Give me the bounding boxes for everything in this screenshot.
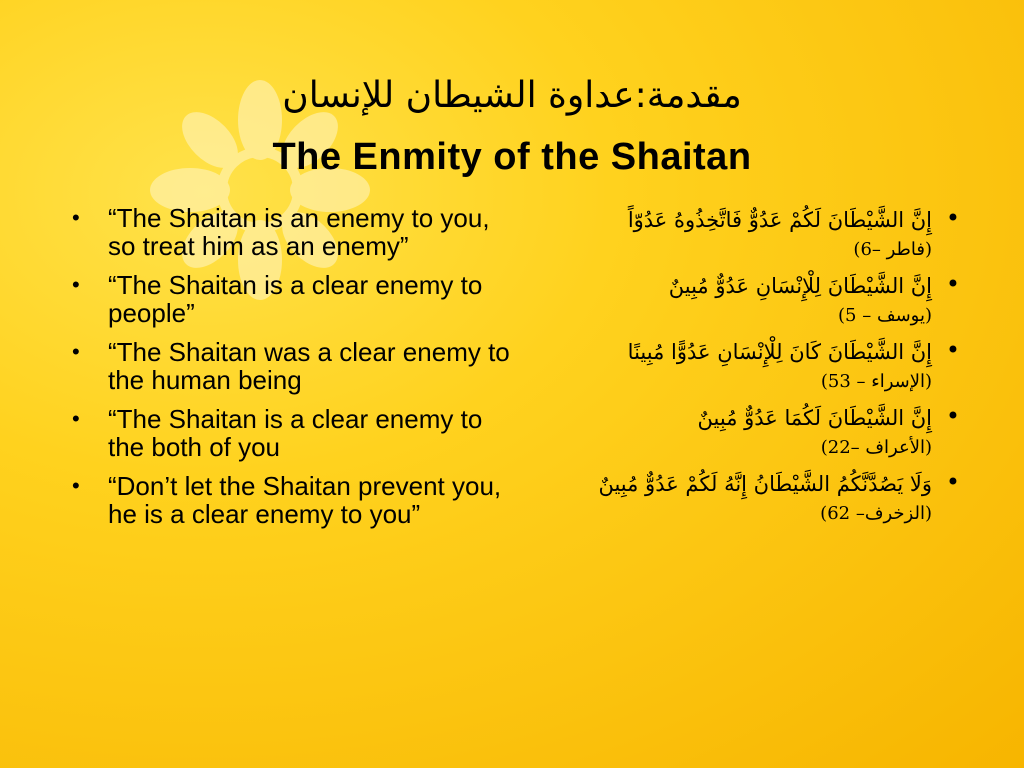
- arabic-verses-column: [534, 204, 964, 534]
- list-item: • “Don’t let the Shaitan prevent you, he is a clear enemy to you”: [70, 472, 510, 528]
- english-bullet-list: [70, 204, 510, 528]
- verse-text: • إِنَّ الشَّيْطَانَ لِلْإِنْسَانِ عَدُوٌّ مُبِينٌ: [668, 274, 932, 298]
- verse-reference: (الأعراف –22): [820, 437, 932, 458]
- list-item: [534, 402, 964, 462]
- verse-text: • وَلَا يَصُدَّنَّكُمُ الشَّيْطَانُ إِنَّهُ لَكُمْ عَدُوٌّ مُبِينٌ: [598, 472, 932, 496]
- verse-text: • إِنَّ الشَّيْطَانَ لَكُمَا عَدُوٌّ مُبِينٌ: [697, 406, 932, 430]
- list-item: [534, 270, 964, 330]
- verse-reference: (فاطر –6): [853, 239, 932, 260]
- english-translation-column: [70, 204, 510, 539]
- slide-title-english: The Enmity of the Shaitan: [272, 136, 752, 178]
- list-item: • “The Shaitan is a clear enemy to people”: [70, 271, 510, 327]
- list-item: [534, 468, 964, 528]
- verse-reference: (الزخرف– 62): [820, 503, 932, 524]
- arabic-bullet-list: [534, 204, 964, 528]
- verse-text: • إِنَّ الشَّيْطَانَ كَانَ لِلْإِنْسَانِ عَدُوًّا مُبِينًا: [627, 340, 932, 364]
- list-item: [534, 204, 964, 264]
- verse-reference: (يوسف – 5): [838, 305, 932, 326]
- slide-title-arabic: مقدمة:عداوة الشيطان للإنسان: [282, 75, 742, 116]
- list-item: • “The Shaitan is an enemy to you, so treat him as an enemy”: [70, 204, 510, 260]
- verse-text: • إِنَّ الشَّيْطَانَ لَكُمْ عَدُوٌّ فَاتَّخِذُوهُ عَدُوّاً: [627, 208, 932, 232]
- verse-reference: (الإسراء – 53): [820, 371, 932, 392]
- list-item: • “The Shaitan is a clear enemy to the both of you: [70, 405, 510, 461]
- list-item: • “The Shaitan was a clear enemy to the human being: [70, 338, 510, 394]
- list-item: [534, 336, 964, 396]
